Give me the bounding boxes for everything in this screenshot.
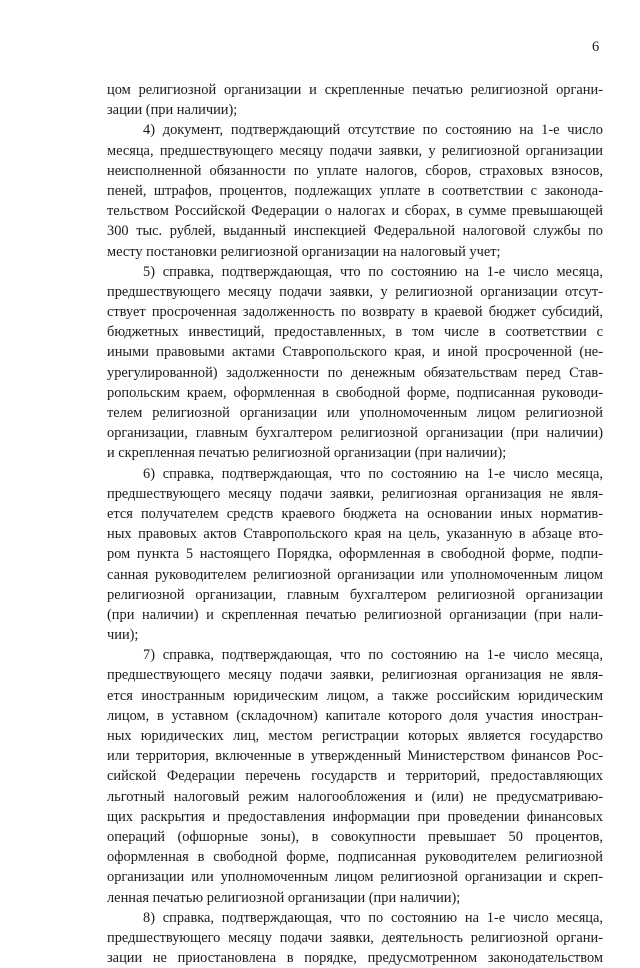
text-line: оформленная в свободной форме, подписанная руководителем религиозной	[107, 849, 603, 866]
text-line: ропольским краем, оформленная в свободной форме, подписанная руководи-	[107, 384, 603, 401]
text-line: и скрепленная печатью религиозной организации (при наличии);	[107, 445, 507, 462]
text-line: тельством Российской Федерации о налогах и сборах, в сумме превышающей	[107, 203, 603, 220]
text-line: сийской Федерации перечень государств и территорий, предоставляющих	[107, 768, 603, 785]
text-line: неисполненной обязанности по уплате налогов, сборов, страховых взносов,	[107, 162, 603, 179]
text-line: зации (при наличии);	[107, 102, 238, 119]
text-line: урегулированной) задолженности по денежным обязательствам перед Став-	[107, 364, 603, 381]
text-line: 6) справка, подтверждающая, что по состоянию на 1-е число месяца,	[143, 465, 603, 482]
text-line: 8) справка, подтверждающая, что по состоянию на 1-е число месяца,	[143, 909, 603, 926]
text-line: 4) документ, подтверждающий отсутствие по состоянию на 1-е число	[143, 122, 603, 139]
text-line: ных юридических лиц, местом регистрации которых является государство	[107, 728, 603, 744]
text-line: предшествующего месяцу подачи заявки, у религиозной организации отсут-	[107, 283, 603, 300]
text-line: операций (офшорные зоны), в совокупности превышает 50 процентов,	[107, 828, 603, 845]
text-line: пеней, штрафов, процентов, подлежащих уплате в соответствии с законода-	[107, 182, 603, 199]
text-line: телем религиозной организации или уполномоченным лицом религиозной	[107, 405, 603, 421]
text-line: ром пункта 5 настоящего Порядка, оформленная в свободной форме, подпи-	[107, 546, 603, 563]
text-line: предшествующего месяцу подачи заявки, религиозная организация не явля-	[107, 667, 603, 684]
text-line: ных правовых актов Ставропольского края на цель, указанную в абзаце вто-	[107, 526, 603, 543]
text-line: организации или уполномоченным лицом религиозной организации и скреп-	[107, 869, 603, 886]
text-line: чии);	[107, 627, 139, 644]
text-line: ленная печатью религиозной организации (при наличии);	[107, 889, 461, 906]
text-line: санная руководителем религиозной организации или уполномоченным лицом	[107, 566, 603, 583]
text-line: бюджетных инвестиций, предоставленных, в том числе в соответствии с	[107, 324, 603, 341]
text-line: 7) справка, подтверждающая, что по состоянию на 1-е число месяца,	[143, 647, 603, 664]
text-line: месту постановки религиозной организации на налоговый учет;	[107, 243, 501, 260]
text-line: религиозной организации, главным бухгалтером религиозной организации	[107, 586, 603, 603]
text-line: льготный налоговый режим налогообложения и (или) не предусматриваю-	[107, 788, 603, 805]
text-line: ствует просроченная задолженность по возврату в краевой бюджет субсидий,	[107, 304, 603, 321]
text-line: или территория, включенные в утвержденный Министерством финансов Рос-	[107, 748, 603, 765]
text-line: организации, главным бухгалтером религиозной организации (при наличии)	[107, 425, 603, 442]
text-line: лицом, в уставном (складочном) капитале которого доля участия иностран-	[107, 707, 603, 724]
text-line: щих раскрытия и предоставления информации при проведении финансовых	[107, 808, 603, 825]
text-line: цом религиозной организации и скрепленные печатью религиозной органи-	[107, 82, 603, 98]
text-line: (при наличии) и скрепленная печатью религиозной организации (при нали-	[107, 606, 603, 623]
text-line: предшествующего месяцу подачи заявки, деятельность религиозной органи-	[107, 929, 603, 946]
text-line: 300 тыс. рублей, выданный инспекцией Федеральной налоговой службы по	[107, 223, 603, 240]
page-number: 6	[592, 39, 600, 55]
text-line: предшествующего месяцу подачи заявки, религиозная организация не явля-	[107, 485, 603, 502]
text-line: ется получателем средств краевого бюджета на основании иных норматив-	[107, 505, 603, 522]
text-line: месяца, предшествующего месяцу подачи заявки, у религиозной организации	[107, 142, 603, 159]
text-line: зации не приостановлена в порядке, предусмотренном законодательством	[107, 950, 603, 967]
text-line: 5) справка, подтверждающая, что по состоянию на 1-е число месяца,	[143, 263, 603, 280]
document-body	[107, 80, 603, 968]
text-line: ется иностранным юридическим лицом, а также российским юридическим	[107, 687, 603, 704]
text-line: иными правовыми актами Ставропольского края, и иной просроченной (не-	[107, 344, 603, 361]
